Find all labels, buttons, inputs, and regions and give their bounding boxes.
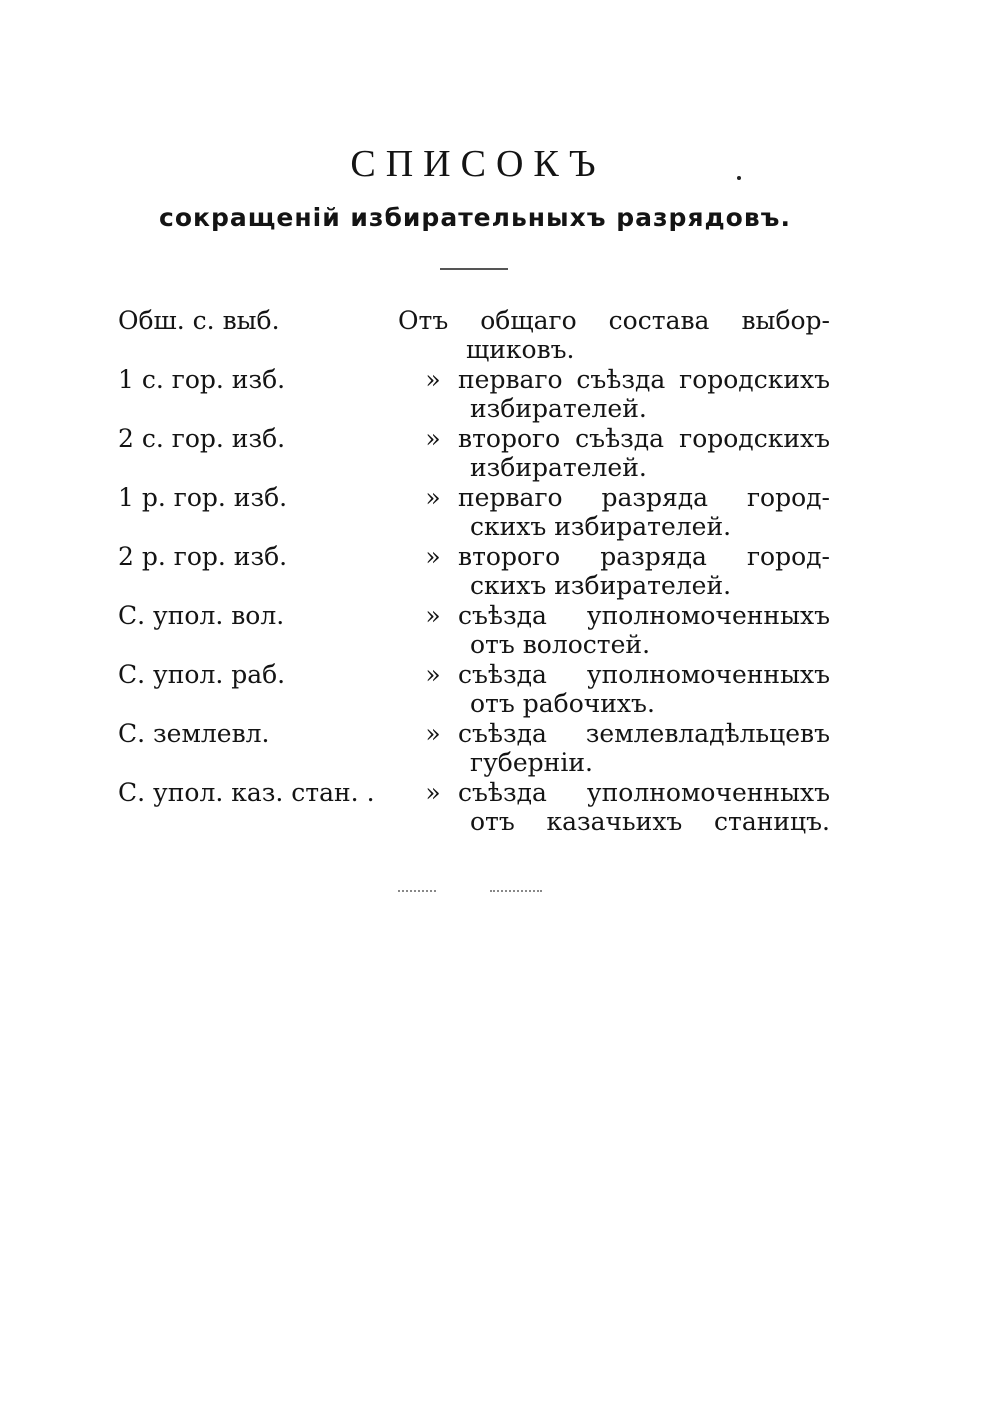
abbreviation: 2 р. гор. изб. (118, 542, 288, 571)
definition-line: съѣзда уполномоченныхъ (458, 660, 830, 689)
list-item (118, 306, 830, 365)
definition-line: отъ волостей. (470, 630, 651, 659)
definition-line: съѣзда уполномоченныхъ (458, 601, 830, 630)
abbreviation: 1 с. гор. изб. (118, 365, 286, 394)
abbreviation: С. упол. раб. (118, 660, 286, 689)
ditto-mark: » (425, 601, 441, 630)
page-subtitle: сокращенiй избирательныхъ разрядовъ. (159, 203, 791, 232)
list-item (118, 483, 830, 542)
list-item (118, 542, 830, 601)
ditto-mark: » (425, 483, 441, 512)
list-item (118, 365, 830, 424)
definition (458, 778, 830, 836)
definition-line: избирателей. (470, 394, 647, 423)
definition (458, 483, 830, 541)
definition (458, 601, 830, 659)
definition-line: отъ рабочихъ. (470, 689, 655, 718)
list-item (118, 778, 830, 837)
definition-line: второго съѣзда городскихъ (458, 424, 830, 453)
ditto-mark: » (425, 778, 441, 807)
definition-line: скихъ избирателей. (470, 571, 732, 600)
closing-ornament (398, 890, 544, 894)
list-item (118, 719, 830, 778)
ditto-mark: » (425, 542, 441, 571)
list-item (118, 601, 830, 660)
abbreviation: С. землевл. (118, 719, 270, 748)
abbreviation-list (118, 306, 830, 837)
definition (398, 306, 830, 364)
abbreviation: 1 р. гор. изб. (118, 483, 288, 512)
ornament-dash (398, 890, 436, 892)
definition-line: второго разряда город- (458, 542, 830, 571)
page-title: СПИСОКЪ (350, 143, 606, 185)
definition-line: скихъ избирателей. (470, 512, 732, 541)
ditto-mark: » (425, 719, 441, 748)
list-item (118, 660, 830, 719)
definition-line: щиковъ. (466, 335, 575, 364)
definition (458, 660, 830, 718)
definition-line: перваго съѣзда городскихъ (458, 365, 830, 394)
definition (458, 719, 830, 777)
ornament-dash (490, 890, 542, 892)
abbreviation: С. упол. вол. (118, 601, 285, 630)
definition-line: отъ казачьихъ станицъ. (470, 807, 830, 836)
definition-line: съѣзда землевладѣльцевъ (458, 719, 830, 748)
definition-line: съѣзда уполномоченныхъ (458, 778, 830, 807)
title-divider (440, 268, 508, 270)
definition (458, 542, 830, 600)
list-item (118, 424, 830, 483)
abbreviation: 2 с. гор. изб. (118, 424, 286, 453)
ditto-mark: » (425, 660, 441, 689)
ink-dot (737, 176, 741, 180)
abbreviation: Обш. с. выб. (118, 306, 280, 335)
ditto-mark: » (425, 424, 441, 453)
abbreviation: С. упол. каз. стан. . (118, 778, 375, 807)
ditto-mark: » (425, 365, 441, 394)
definition-line: избирателей. (470, 453, 647, 482)
definition-line: Отъ общаго состава выбор- (398, 306, 830, 335)
definition (458, 365, 830, 423)
definition (458, 424, 830, 482)
definition-line: губернiи. (470, 748, 593, 777)
definition-line: перваго разряда город- (458, 483, 830, 512)
